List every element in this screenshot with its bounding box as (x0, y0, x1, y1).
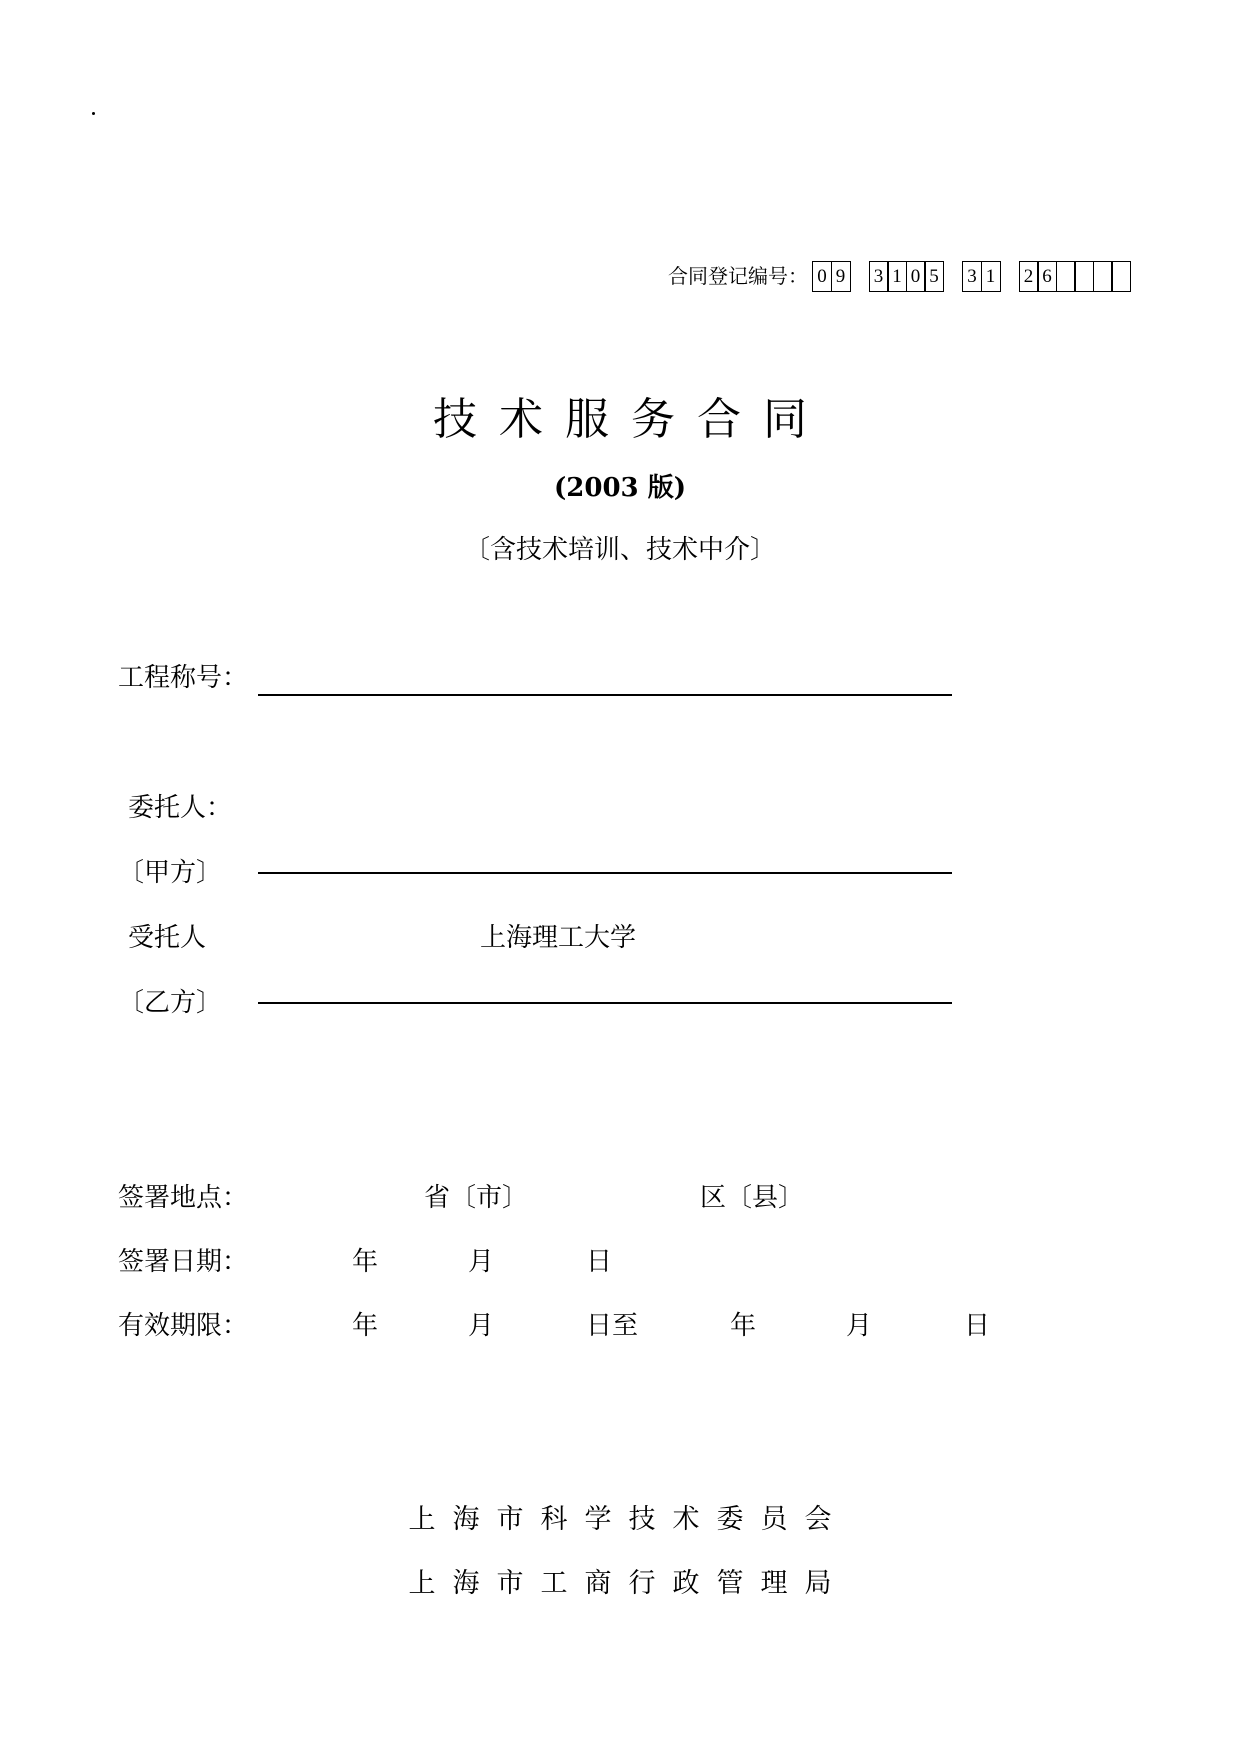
signing-date-label: 签署日期： (118, 1247, 249, 1277)
registration-group (1019, 261, 1132, 292)
registration-digit-box: 0 (812, 261, 832, 292)
validity-day2: 日 (964, 1311, 991, 1341)
registration-digit-box: 1 (981, 261, 1001, 292)
validity-month2: 月 (846, 1311, 873, 1341)
client-label: 委托人： (128, 793, 233, 823)
scope-note: 〔含技术培训、技术中介〕 (463, 535, 776, 565)
validity-day-to: 日至 (586, 1311, 639, 1341)
document-title: 技术服务合同 (433, 394, 829, 445)
registration-digit-box (1093, 261, 1113, 292)
signing-date-year: 年 (352, 1247, 379, 1277)
registration-digit-box: 5 (924, 261, 944, 292)
registration-label: 合同登记编号： (668, 264, 808, 288)
project-underline[interactable] (258, 694, 952, 696)
contractor-value: 上海理工大学 (480, 923, 637, 953)
validity-year: 年 (352, 1311, 379, 1341)
validity-year2: 年 (730, 1311, 757, 1341)
contractor-label: 受托人 (128, 923, 207, 953)
registration-digit-box: 0 (906, 261, 926, 292)
registration-digit-box: 1 (887, 261, 907, 292)
registration-digit-box: 3 (962, 261, 982, 292)
registration-digit-box (1056, 261, 1076, 292)
client-party: 〔甲方〕 (118, 858, 223, 888)
registration-number (668, 260, 1131, 292)
registration-digit-box (1074, 261, 1094, 292)
registration-digit-box: 6 (1037, 261, 1057, 292)
signing-place-label: 签署地点： (118, 1183, 249, 1213)
signing-date-month: 月 (468, 1247, 495, 1277)
validity-label: 有效期限： (118, 1311, 249, 1341)
signing-place-district: 区〔县〕 (700, 1183, 805, 1213)
issuer-science-commission: 上海市科学技术委员会 (408, 1504, 849, 1535)
signing-place-province: 省〔市〕 (424, 1183, 529, 1213)
registration-boxes (812, 261, 1131, 292)
edition: (2003 版) (553, 473, 687, 503)
project-label: 工程称号： (118, 663, 249, 693)
corner-dot (92, 112, 95, 115)
registration-digit-box: 3 (869, 261, 889, 292)
registration-group (869, 261, 945, 292)
contractor-underline[interactable] (258, 1002, 952, 1004)
contractor-party: 〔乙方〕 (118, 988, 223, 1018)
signing-date-day: 日 (586, 1247, 613, 1277)
registration-digit-box: 9 (831, 261, 851, 292)
registration-digit-box (1111, 261, 1131, 292)
registration-group (962, 261, 1001, 292)
registration-digit-box: 2 (1019, 261, 1039, 292)
validity-month: 月 (468, 1311, 495, 1341)
client-underline[interactable] (258, 872, 952, 874)
registration-group (812, 261, 851, 292)
issuer-industry-commerce-bureau: 上海市工商行政管理局 (408, 1568, 849, 1599)
